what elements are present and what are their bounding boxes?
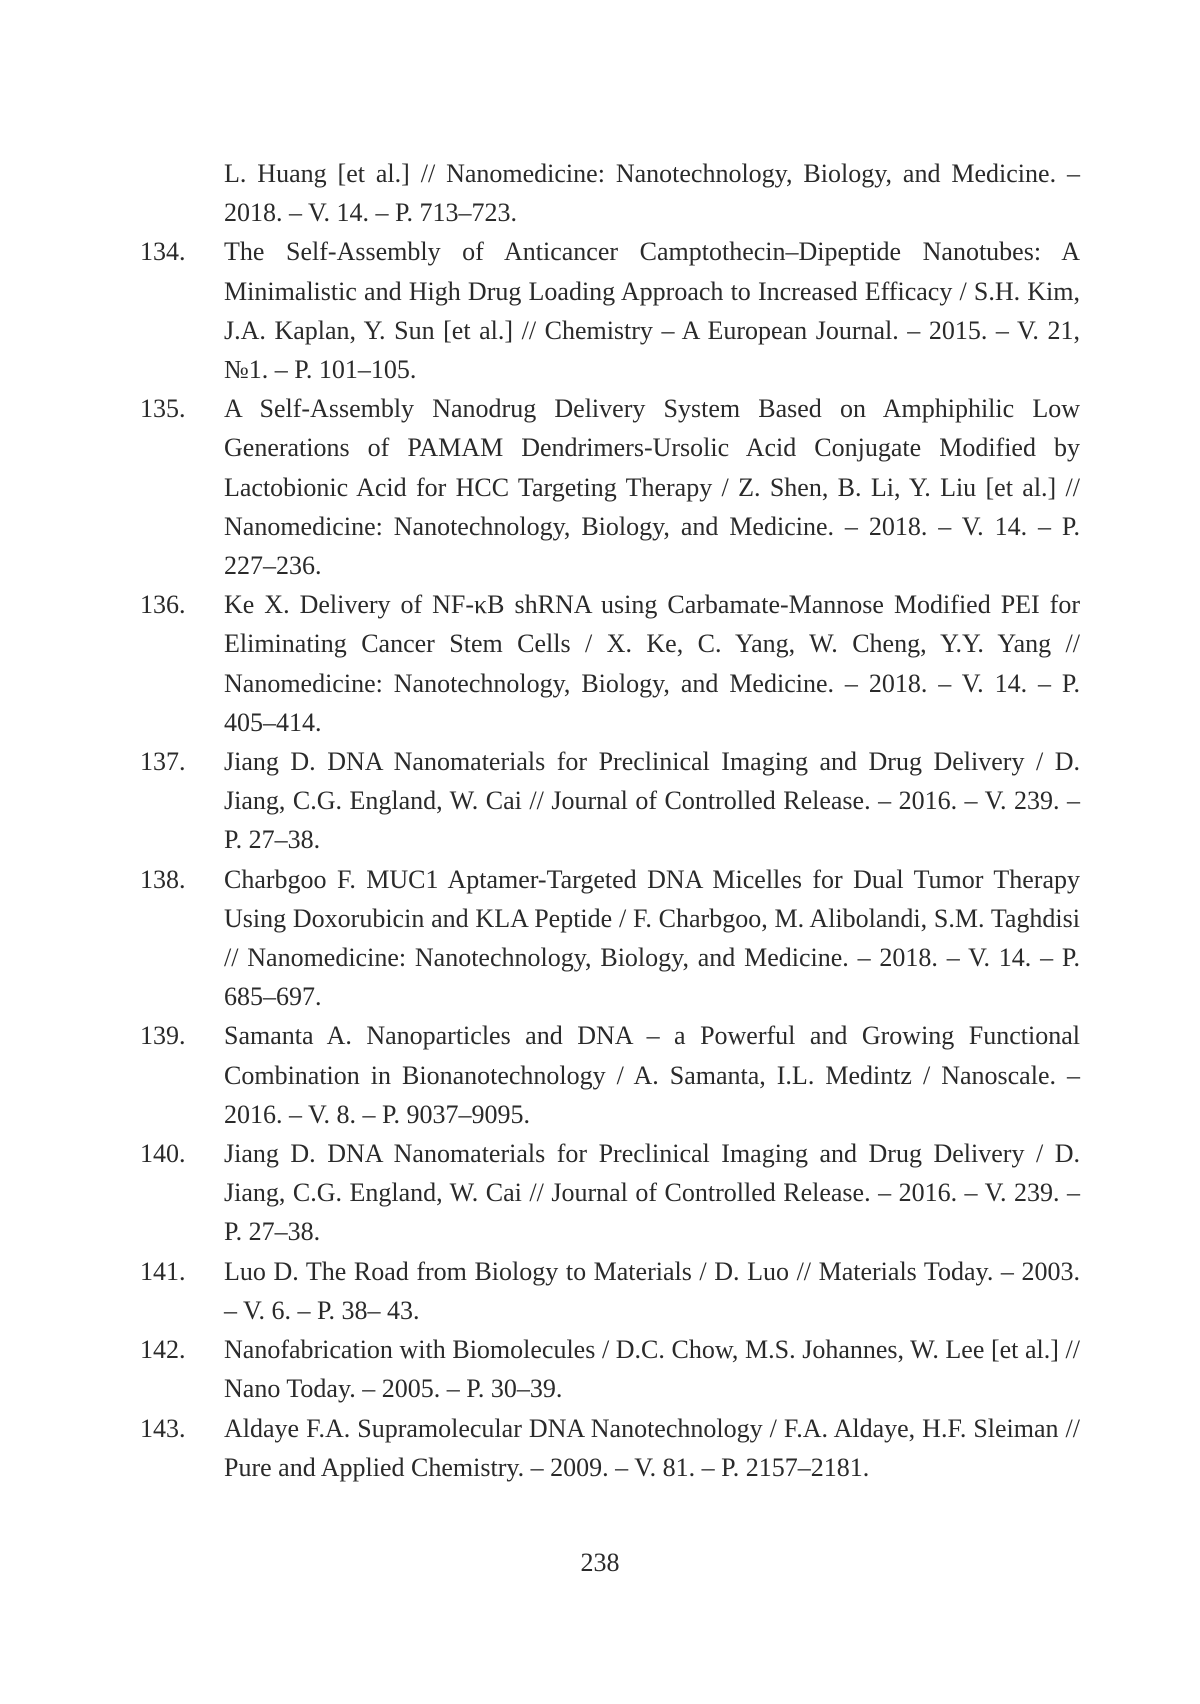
reference-number: 134. — [140, 232, 218, 271]
reference-item — [140, 232, 1080, 389]
reference-item — [140, 742, 1080, 860]
reference-number: 139. — [140, 1016, 218, 1055]
reference-item — [140, 1252, 1080, 1330]
reference-item — [140, 860, 1080, 1017]
reference-number: 137. — [140, 742, 218, 781]
reference-text: A Self-Assembly Nanodrug Delivery System Based on Amphiphilic Low Generations of PAMAM Dendrimers-Ursolic Acid Conjugate Modified by Lactobionic Acid for HCC Targeting Therapy / Z. Shen, B. Li, Y. Liu [et al.] // Nanomedicine: Nanotechnology, Biology, and Medicine. – 2018. – V. 14. – P. 227–236. — [224, 389, 1080, 585]
reference-item — [140, 389, 1080, 585]
document-page — [0, 0, 1200, 1704]
reference-text: Jiang D. DNA Nanomaterials for Preclinical Imaging and Drug Delivery / D. Jiang, C.G. England, W. Cai // Journal of Controlled Release. – 2016. – V. 239. – P. 27–38. — [224, 742, 1080, 860]
page-number: 238 — [0, 1547, 1200, 1579]
reference-number: 138. — [140, 860, 218, 899]
reference-list — [140, 154, 1080, 1487]
reference-text: L. Huang [et al.] // Nanomedicine: Nanotechnology, Biology, and Medi­cine. – 2018. – V. 14. – P. 713–723. — [224, 154, 1080, 232]
reference-text: Nanofabrication with Biomolecules / D.C. Chow, M.S. Johannes, W. Lee [et al.] // Nano Today. – 2005. – P. 30–39. — [224, 1330, 1080, 1408]
reference-text: Jiang D. DNA Nanomaterials for Preclinical Imaging and Drug Delivery / D. Jiang, C.G. England, W. Cai // Journal of Controlled Release. – 2016. – V. 239. – P. 27–38. — [224, 1134, 1080, 1252]
reference-item — [140, 154, 1080, 232]
reference-text: Samanta A. Nanoparticles and DNA – a Powerful and Growing Functional Combination in Bionanotechnology / A. Samanta, I.L. Medintz / Na­noscale. – 2016. – V. 8. – P. 9037–9095. — [224, 1016, 1080, 1134]
reference-number: 141. — [140, 1252, 218, 1291]
reference-item — [140, 1409, 1080, 1487]
reference-text: Ke X. Delivery of NF-κB shRNA using Carbamate-Mannose Modified PEI for Eliminating Cancer Stem Cells / X. Ke, C. Yang, W. Cheng, Y.Y. Yang // Nanomedicine: Nanotechnology, Biology, and Medicine. – 2018. – V. 14. – P. 405–414. — [224, 585, 1080, 742]
reference-item — [140, 585, 1080, 742]
reference-text: The Self-Assembly of Anticancer Camptothecin–Dipeptide Nanotubes: A Minimalistic and High Drug Loading Approach to Increased Efficacy / S.H. Kim, J.A. Kaplan, Y. Sun [et al.] // Chemistry – A European Journal. – 2015. – V. 21, №1. – P. 101–105. — [224, 232, 1080, 389]
reference-number: 136. — [140, 585, 218, 624]
reference-number: 135. — [140, 389, 218, 428]
reference-text: Charbgoo F. MUC1 Aptamer-Targeted DNA Micelles for Dual Tumor Therapy Using Doxorubicin and KLA Peptide / F. Charbgoo, M. Alibo­landi, S.M. Taghdisi // Nanomedicine: Nanotechnology, Biology, and Medicine. – 2018. – V. 14. – P. 685–697. — [224, 860, 1080, 1017]
reference-number: 142. — [140, 1330, 218, 1369]
reference-number: 140. — [140, 1134, 218, 1173]
reference-item — [140, 1330, 1080, 1408]
reference-item — [140, 1134, 1080, 1252]
reference-item — [140, 1016, 1080, 1134]
reference-number: 143. — [140, 1409, 218, 1448]
reference-text: Luo D. The Road from Biology to Materials / D. Luo // Materials Today. – 2003. – V. 6. – P. 38– 43. — [224, 1252, 1080, 1330]
reference-text: Aldaye F.A. Supramolecular DNA Nanotechnology / F.A. Aldaye, H.F. Sleiman // Pure and Applied Chemistry. – 2009. – V. 81. – P. 2157–2181. — [224, 1409, 1080, 1487]
